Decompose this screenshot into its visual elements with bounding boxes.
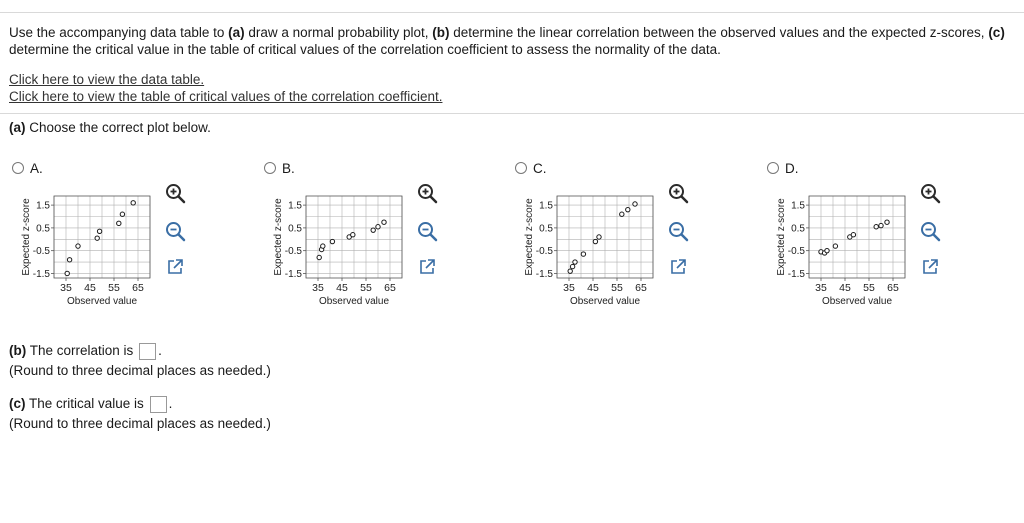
zoom-out-icon[interactable] [416,220,438,242]
data-point [568,269,572,273]
y-tick-label: -1.5 [787,268,805,280]
option-d-radio[interactable] [767,162,779,174]
critical-value-answer-input[interactable] [150,396,167,413]
x-tick-label: 35 [60,282,72,294]
data-point [351,233,355,237]
data-point [330,239,334,243]
option-b-radio[interactable] [264,162,276,174]
data-point [620,212,624,216]
option-a-header[interactable] [12,160,43,176]
data-point [95,236,99,240]
prompt-label-c: (c) [988,25,1005,40]
x-axis-label: Observed value [66,296,138,307]
data-table-link[interactable]: Click here to view the data table. [9,72,205,87]
part-c-note: (Round to three decimal places as needed.) [9,416,271,431]
y-tick-label: -0.5 [787,246,805,258]
part-b-period: . [158,343,162,358]
x-tick-label: 35 [563,282,575,294]
y-axis-label: Expected z-score [273,198,284,276]
prompt-label-a: (a) [228,25,245,40]
y-tick-label: 0.5 [539,223,553,235]
x-axis-label: Observed value [569,296,641,307]
x-tick-label: 45 [336,282,348,294]
x-tick-label: 45 [84,282,96,294]
part-a-label: (a) [9,120,26,135]
y-axis-label: Expected z-score [776,198,787,276]
option-d [767,160,1007,330]
x-tick-label: 45 [587,282,599,294]
data-point [321,244,325,248]
data-point [851,233,855,237]
y-tick-label: 1.5 [36,200,50,212]
x-tick-label: 55 [360,282,372,294]
zoom-in-icon[interactable] [164,182,186,204]
option-c-radio[interactable] [515,162,527,174]
question-prompt [9,24,1021,58]
option-b-plot [264,194,414,318]
y-tick-label: -0.5 [535,246,553,258]
y-tick-label: 0.5 [288,223,302,235]
zoom-in-icon[interactable] [667,182,689,204]
critical-values-link[interactable]: Click here to view the table of critical values of the correlation coefficient. [9,89,443,104]
data-point [371,228,375,232]
data-point [570,264,574,268]
data-point [76,244,80,248]
part-c-text: The critical value is [25,396,148,411]
part-b-note: (Round to three decimal places as needed.) [9,363,271,378]
x-tick-label: 35 [312,282,324,294]
correlation-answer-input[interactable] [139,343,156,360]
option-b [264,160,504,330]
y-tick-label: -1.5 [32,268,50,280]
option-b-header[interactable] [264,160,295,176]
x-tick-label: 55 [108,282,120,294]
x-tick-label: 55 [863,282,875,294]
y-axis-label: Expected z-score [524,198,535,276]
data-point [885,220,889,224]
part-c-label: (c) [9,396,26,411]
data-point [317,255,321,259]
option-c [515,160,755,330]
y-tick-label: -1.5 [535,268,553,280]
prompt-text: draw a normal probability plot, [244,25,433,40]
option-d-plot [767,194,917,318]
x-tick-label: 65 [635,282,647,294]
part-c-question [9,394,271,434]
prompt-text: determine the linear correlation between the observed values and the expected z-scores, [449,25,989,40]
y-tick-label: -0.5 [32,246,50,258]
prompt-text: Use the accompanying data table to [9,25,229,40]
data-point [833,244,837,248]
data-point [633,202,637,206]
part-b-line [9,341,271,361]
data-point [117,221,121,225]
part-a-question [9,120,211,135]
data-point [131,201,135,205]
data-point [581,252,585,256]
option-c-header[interactable] [515,160,547,176]
data-point [65,271,69,275]
option-b-letter: B. [282,160,295,176]
zoom-in-icon[interactable] [416,182,438,204]
part-b-question [9,341,271,381]
data-point [593,239,597,243]
data-point [597,235,601,239]
part-a-text: Choose the correct plot below. [25,120,211,135]
x-tick-label: 65 [132,282,144,294]
x-tick-label: 55 [611,282,623,294]
y-tick-label: -0.5 [284,246,302,258]
option-a-radio[interactable] [12,162,24,174]
prompt-label-b: (b) [432,25,450,40]
resource-links [9,71,442,105]
option-a [12,160,252,330]
part-c-line [9,394,271,414]
option-a-letter: A. [30,160,43,176]
y-tick-label: 1.5 [791,200,805,212]
x-tick-label: 35 [815,282,827,294]
part-b-text: The correlation is [26,343,138,358]
zoom-in-icon[interactable] [919,182,941,204]
data-point [573,260,577,264]
top-divider [0,12,1024,13]
y-tick-label: 1.5 [288,200,302,212]
popout-icon[interactable] [164,256,186,278]
x-tick-label: 45 [839,282,851,294]
y-tick-label: -1.5 [284,268,302,280]
option-d-header[interactable] [767,160,799,176]
popout-icon[interactable] [919,256,941,278]
part-c-period: . [168,396,173,411]
zoom-out-icon[interactable] [164,220,186,242]
data-point [874,225,878,229]
y-tick-label: 1.5 [539,200,553,212]
option-c-letter: C. [533,160,547,176]
part-b-label: (b) [9,343,27,358]
y-tick-label: 0.5 [36,223,50,235]
data-point [97,229,101,233]
data-point [120,212,124,216]
x-axis-label: Observed value [318,296,390,307]
zoom-out-icon[interactable] [919,220,941,242]
popout-icon[interactable] [667,256,689,278]
data-point [67,258,71,262]
y-axis-label: Expected z-score [21,198,32,276]
x-tick-label: 65 [887,282,899,294]
section-divider [0,113,1024,114]
x-tick-label: 65 [384,282,396,294]
data-point [382,220,386,224]
data-point [879,223,883,227]
option-d-letter: D. [785,160,799,176]
option-c-plot [515,194,665,318]
zoom-out-icon[interactable] [667,220,689,242]
popout-icon[interactable] [416,256,438,278]
x-axis-label: Observed value [821,296,893,307]
data-point [376,225,380,229]
y-tick-label: 0.5 [791,223,805,235]
prompt-text: determine the critical value in the table of critical values of the correlation coefficient to assess the normality of the data. [9,42,721,57]
data-point [626,207,630,211]
data-point [825,248,829,252]
option-a-plot [12,194,162,318]
